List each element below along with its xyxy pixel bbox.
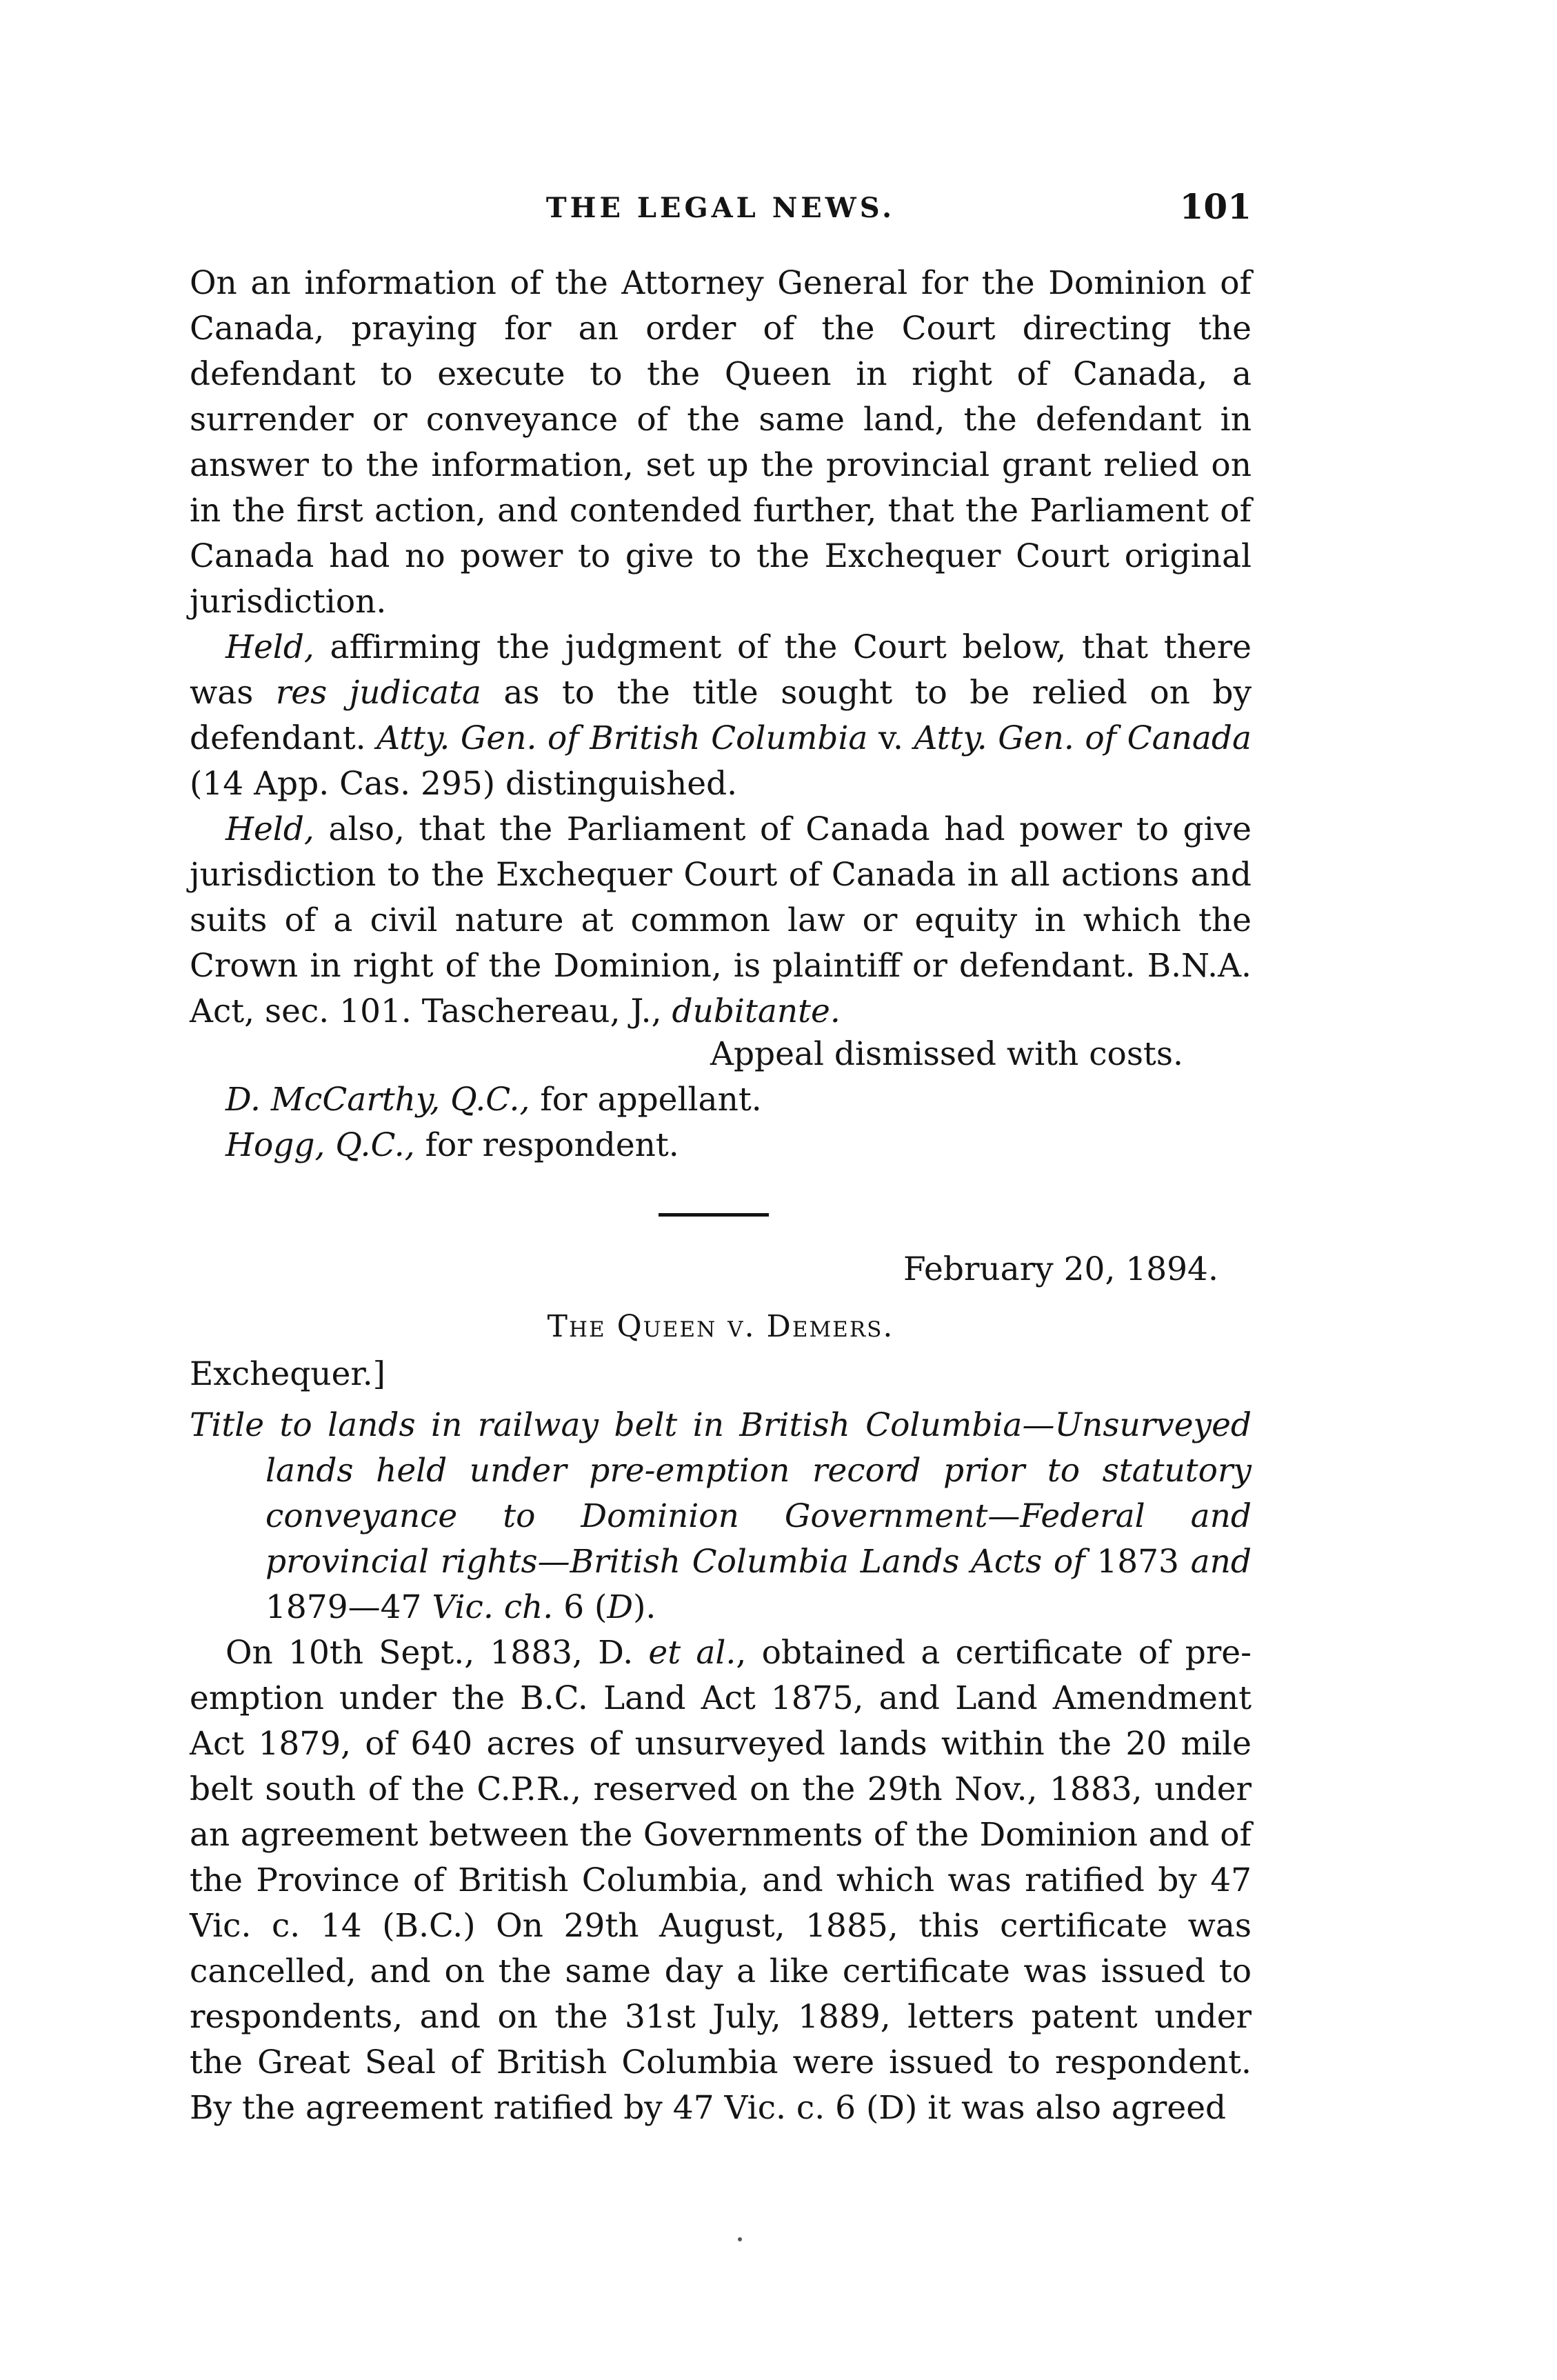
case-citation-party-2: Atty. Gen. of Canada: [914, 719, 1252, 757]
facts-paragraph: On 10th Sept., 1883, D. et al., obtained a certificate of pre-emption under the B.C. Land Act 1875, and Land Amendment Act 1879, of 640 acres of unsurveyed lands within the 20 mile belt south of the C.P.R., reserved on the 29th Nov., 1883, under an agreement between the Governments of the Dominion and of the Province of British Columbia, and which was ratified by 47 Vic. c. 14 (B.C.) On 29th August, 1885, this certificate was cancelled, and on the same day a like certificate was issued to respondents, and on the 31st July, 1889, letters patent under the Great Seal of British Columbia were issued to respondent. By the agreement ratified by 47 Vic. c. 6 (D) it was also agreed: [190, 1634, 1252, 2127]
information-paragraph: On an information of the Attorney General for the Dominion of Canada, praying for an order of the Court directing the defendant to execute to the Queen in right of Canada, a surrender or conveyance of the same land, the defendant in answer to the information, set up the provincial grant relied on in the first action, and contended further, that the Parliament of Canada had no power to give to the Exchequer Court original jurisdiction.: [190, 264, 1252, 621]
decision-date: February 20, 1894.: [903, 1250, 1218, 1288]
running-header: [190, 186, 1252, 228]
headnote: Title to lands in railway belt in British Columbia—Unsurveyed lands held under pre-emption record prior to statutory conveyance to Dominion Government—Federal and provincial rights—British Columbia Lands Acts of 1873 and 1879—47 Vic. ch. 6 (D).: [190, 1406, 1252, 1626]
case-one-text: [190, 261, 1252, 1034]
counsel-respondent: Hogg, Q.C., for respondent.: [225, 1126, 679, 1164]
held-paragraph-1: Held, affirming the judgment of the Court below, that there was res judicata as to the title sought to be relied on by defendant. Atty. Gen. of British Columbia v. Atty. Gen. of Canada (14 App. Cas. 295) distinguished.: [190, 628, 1252, 803]
journal-title: THE LEGAL NEWS.: [545, 192, 896, 224]
held-label: Held,: [225, 810, 314, 848]
page-number: 101: [1179, 186, 1252, 227]
disposition: Appeal dismissed with costs.: [710, 1035, 1183, 1073]
section-divider: [659, 1213, 769, 1217]
page-speck: [738, 2237, 742, 2241]
held-paragraph-2: Held, also, that the Parliament of Canada had power to give jurisdiction to the Exchequer Court of Canada in all actions and suits of a civil nature at common law or equity in which the Crown in right of the Dominion, is plaintiff or defendant. B.N.A. Act, sec. 101. Taschereau, J., dubitante.: [190, 810, 1252, 1030]
counsel-appellant: D. McCarthy, Q.C., for appellant.: [225, 1081, 762, 1119]
case-two-text: [190, 1630, 1252, 2131]
case-title: The Queen v. Demers.: [547, 1309, 894, 1344]
held-label: Held,: [225, 628, 314, 666]
res-judicata: res judicata: [275, 674, 481, 712]
court-name: Exchequer.]: [190, 1355, 385, 1393]
dubitante: dubitante.: [672, 992, 841, 1030]
case-citation-party-1: Atty. Gen. of British Columbia: [376, 719, 868, 757]
